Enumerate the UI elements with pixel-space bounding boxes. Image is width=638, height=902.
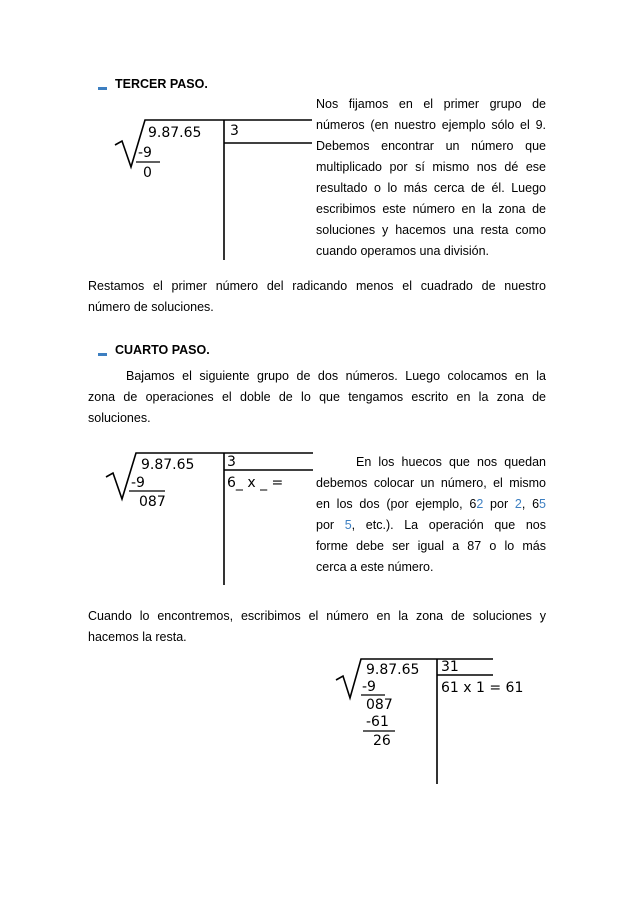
text-line: Restamos el primer número del radicando menos el cuadrado de nuestro [88,279,546,293]
text-line: soluciones. [88,411,151,425]
step3-after-text [88,276,546,318]
text-line: resultado o lo más cerca de él. Luego [316,181,546,195]
text-segment: , etc.). La operación que nos [351,518,546,532]
step3-radicand: 9.87.65 [148,125,202,141]
text-segment: En los huecos que nos quedan [356,455,546,469]
text-segment: , 6 [521,497,540,511]
step4b-operation: 61 x 1 = 61 [441,680,524,696]
step3-heading: TERCER PASO. [115,77,208,91]
step4-result: 3 [227,454,236,470]
text-line: escribimos este número en la zona de [316,202,546,216]
step4-solution-figure [333,656,548,786]
step4b-subtrahend: -9 [362,679,376,695]
step3-remainder: 0 [143,165,152,181]
step4b-subtrahend2: -61 [366,714,389,730]
step4-side-text [316,452,546,578]
step4-after-text [88,606,546,648]
bullet-icon [98,87,107,90]
step4-remainder: 087 [139,494,166,510]
step3-result: 3 [230,123,239,139]
step3-subtrahend: -9 [138,145,152,161]
highlight-digit: 2 [476,497,484,511]
text-line: hacemos la resta. [88,630,187,644]
text-line: cuando operamos una división. [316,244,490,258]
text-line [316,515,546,536]
text-segment: en los dos (por ejemplo, 6 [316,497,477,511]
text-segment: por [316,518,345,532]
highlight-digit: 5 [539,497,546,511]
text-line [316,557,546,578]
text-line: Cuando lo encontremos, escribimos el número en la zona de soluciones y [88,609,546,623]
step4b-radicand: 9.87.65 [366,662,420,678]
text-line [316,494,546,515]
text-line: Nos fijamos en el primer grupo de [316,97,546,111]
step4-operation: 6_ x _ = [227,475,284,491]
highlight-digit: 2 [514,497,522,511]
step3-sqrt-figure [112,115,312,265]
text-line: Bajamos el siguiente grupo de dos números. Luego colocamos en la [126,369,546,383]
step4-heading: CUARTO PASO. [115,343,210,357]
step4-radicand: 9.87.65 [141,457,195,473]
step4-sqrt-figure [103,449,318,589]
text-segment: debemos colocar un número, el mismo [316,476,546,490]
text-segment: forme debe ser igual a 87 o lo más [316,539,546,553]
step4b-remainder2: 26 [373,733,391,749]
text-line [316,473,546,494]
text-segment: cerca a este número. [316,560,434,574]
text-line: Debemos encontrar un número que [316,139,546,153]
bullet-icon [98,353,107,356]
step4-subtrahend: -9 [131,475,145,491]
text-line: número de soluciones. [88,300,214,314]
text-line [316,536,546,557]
step4b-result: 31 [441,659,459,675]
step4b-remainder: 087 [366,697,393,713]
text-line: soluciones y hacemos una resta como [316,223,546,237]
step4-intro-text [88,366,546,429]
text-segment: por [483,497,515,511]
step3-side-text [316,94,546,262]
text-line [316,452,546,473]
text-line: multiplicado por sí mismo nos dé ese [316,160,546,174]
highlight-digit: 5 [344,518,352,532]
text-line: números (en nuestro ejemplo sólo el 9. [316,118,546,132]
text-line: zona de operaciones el doble de lo que tengamos escrito en la zona de [88,390,546,404]
